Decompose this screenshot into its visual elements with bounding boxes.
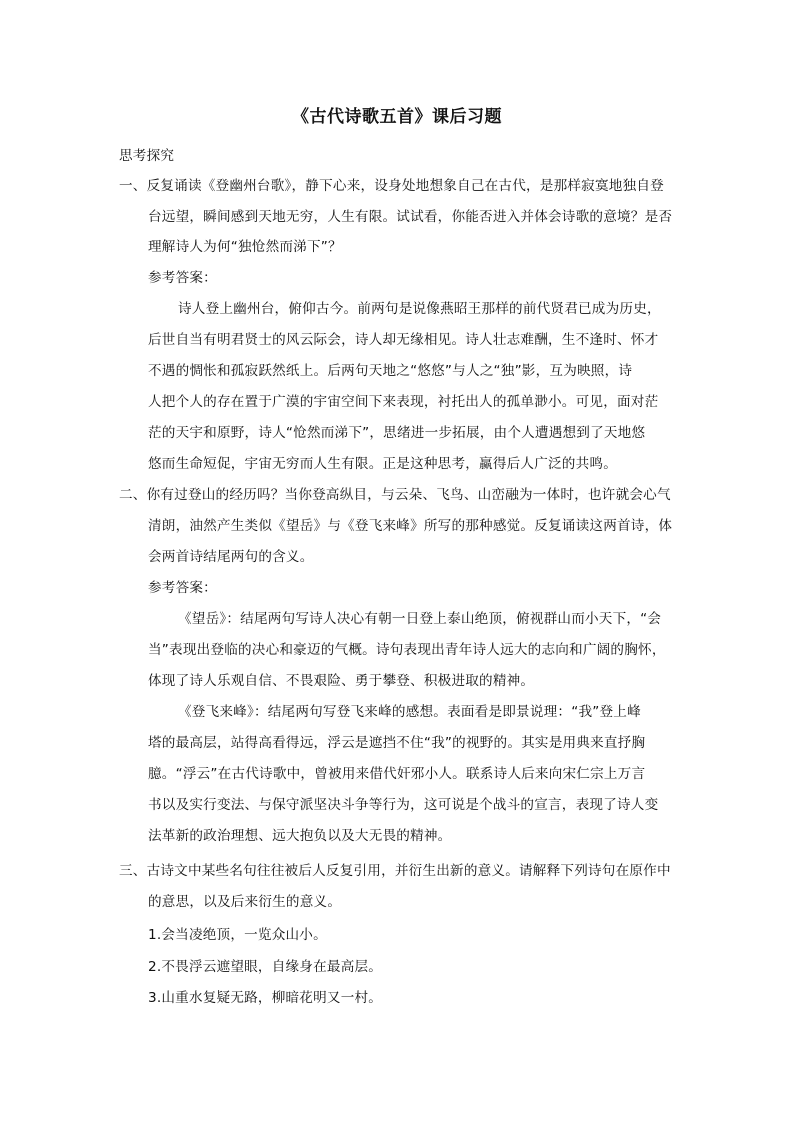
question-2-line-3: 会两首诗结尾两句的含义。 [148,549,314,565]
answer-2b-line-4: 书以及实行变法、与保守派坚决斗争等行为，这可说是个战斗的宣言，表现了诗人变 [148,797,659,813]
answer-1-line-4: 人把个人的存在置于广漠的宇宙空间下来表现，衬托出人的孤单渺小。可见，面对茫 [148,394,659,410]
page-title: 《古代诗歌五首》课后习题 [292,107,502,127]
question-2-line-1: 二、你有过登山的经历吗？当你登高纵目，与云朵、飞鸟、山峦融为一体时，也许就会心气 [119,487,671,503]
answer-2a-line-1: 《望岳》：结尾两句写诗人决心有朝一日登上泰山绝顶，俯视群山而小天下，“会 [178,611,662,627]
answer-2b-line-1: 《登飞来峰》：结尾两句写登飞来峰的感想。表面看是即景说理：“我”登上峰 [178,704,641,720]
answer-2a-line-3: 体现了诗人乐观自信、不畏艰险、勇于攀登、积极进取的精神。 [148,673,535,689]
question-3-line-2: 的意思，以及后来衍生的意义。 [148,894,342,910]
answer-1-line-6: 悠而生命短促，宇宙无穷而人生有限。正是这种思考，赢得后人广泛的共鸣。 [148,456,617,472]
list-item: 1.会当凌绝顶，一览众山小。 [148,927,327,943]
reference-answer-label: 参考答案： [148,270,217,286]
answer-1-line-3: 不遇的惆怅和孤寂跃然纸上。后两句天地之“悠悠”与人之“独”影，互为映照，诗 [148,363,633,379]
answer-2b-line-5: 法革新的政治理想、远大抱负以及大无畏的精神。 [148,828,452,844]
list-item: 3.山重水复疑无路，柳暗花明又一村。 [148,990,383,1006]
reference-answer-label: 参考答案： [148,580,217,596]
question-3-line-1: 三、古诗文中某些名句往往被后人反复引用，并衍生出新的意义。请解释下列诗句在原作中 [119,863,671,879]
question-2-line-2: 清朗，油然产生类似《望岳》与《登飞来峰》所写的那种感觉。反复诵读这两首诗，体 [148,518,673,534]
question-1-line-1: 一、反复诵读《登幽州台歌》，静下心来，设身处地想象自己在古代，是那样寂寞地独自登 [119,178,664,194]
list-item: 2.不畏浮云遮望眼，自缘身在最高层。 [148,959,383,975]
answer-1-line-5: 茫的天宇和原野，诗人“怆然而涕下”，思绪进一步拓展，由个人遭遇想到了天地悠 [148,425,646,441]
answer-1-line-2: 后世自当有明君贤士的风云际会，诗人却无缘相见。诗人壮志难酬，生不逢时、怀才 [148,332,659,348]
answer-2b-line-2: 塔的最高层，站得高看得远，浮云是遮挡不住“我”的视野的。其实是用典来直抒胸 [148,735,646,751]
answer-2b-line-3: 臆。“浮云”在古代诗歌中，曾被用来借代奸邪小人。联系诗人后来向宋仁宗上万言 [148,766,646,782]
question-1-line-2: 台远望，瞬间感到天地无穷，人生有限。试试看，你能否进入并体会诗歌的意境？是否 [148,209,673,225]
question-1-line-3: 理解诗人为何“独怆然而涕下”？ [148,239,342,255]
section-heading: 思考探究 [119,148,175,164]
answer-1-line-1: 诗人登上幽州台，俯仰古今。前两句是说像燕昭王那样的前代贤君已成为历史， [178,301,661,317]
answer-2a-line-2: 当”表现出登临的决心和豪迈的气概。诗句表现出青年诗人远大的志向和广阔的胸怀， [148,642,666,658]
